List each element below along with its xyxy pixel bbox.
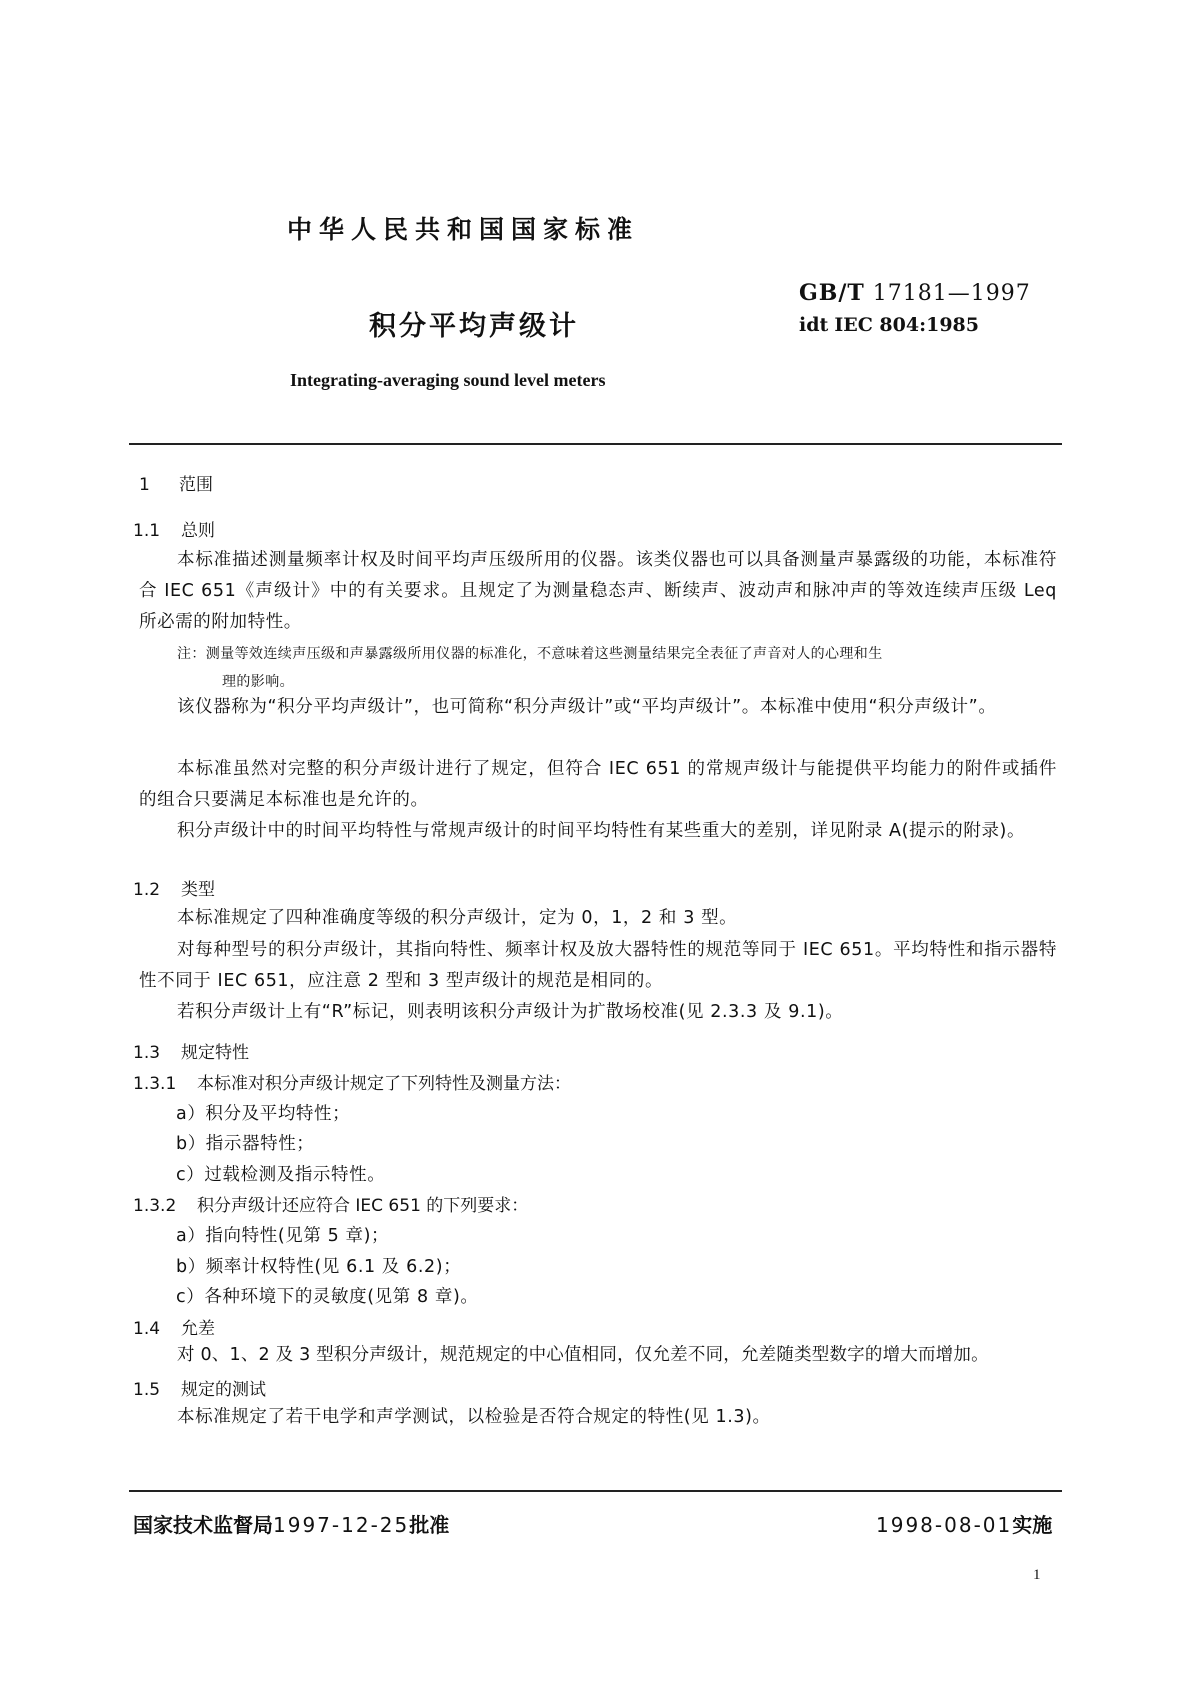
implementation-word: 实施 [1012, 1513, 1053, 1537]
list-item: a）指向特性(见第 5 章)； [176, 1226, 390, 1246]
section-heading-1-1 [133, 516, 215, 541]
paragraph: 本标准描述测量频率计权及时间平均声压级所用的仪器。该类仪器也可以具备测量声暴露级的功能，本标准符合 IEC 651《声级计》中的有关要求。且规定了为测量稳态声、断续声、波动声和脉冲声的等效连续声压级 Leq 所必需的附加特性。 [139, 550, 1057, 632]
list-item: a）积分及平均特性； [176, 1104, 351, 1124]
section-number: 1.4 [133, 1319, 161, 1339]
standard-number [799, 280, 1031, 306]
implementation-date: 1998-08-01 [876, 1513, 1013, 1537]
approval-line [133, 1509, 449, 1538]
standard-prefix: GB/T [799, 280, 865, 306]
section-heading-1-4 [133, 1314, 215, 1339]
section-title: 类型 [181, 880, 215, 900]
list-item: c）过载检测及指示特性。 [176, 1165, 386, 1185]
list-item: b）指示器特性； [176, 1134, 315, 1154]
paragraph: 该仪器称为“积分平均声级计”，也可简称“积分声级计”或“平均声级计”。本标准中使用“积分声级计”。 [177, 697, 997, 717]
section-title: 规定特性 [181, 1043, 249, 1063]
section-number: 1.3.1 [133, 1074, 177, 1094]
section-number: 1.3.2 [133, 1196, 177, 1216]
section-number: 1.5 [133, 1380, 161, 1400]
approval-org: 国家技术监督局 [133, 1513, 273, 1537]
approval-date: 1997-12-25 [273, 1513, 410, 1537]
idt-prefix: idt [799, 314, 829, 336]
section-title: 积分声级计还应符合 IEC 651 的下列要求： [197, 1196, 529, 1216]
section-title: 范围 [179, 475, 213, 495]
paragraph: 本标准规定了四种准确度等级的积分声级计，定为 0，1，2 和 3 型。 [177, 908, 738, 928]
paragraph: 对每种型号的积分声级计，其指向特性、频率计权及放大器特性的规范等同于 IEC 651。平均特性和指示器特性不同于 IEC 651，应注意 2 型和 3 型声级计的规范是相同的。 [139, 940, 1057, 991]
paragraph: 本标准虽然对完整的积分声级计进行了规定，但符合 IEC 651 的常规声级计与能提供平均能力的附件或插件的组合只要满足本标准也是允许的。 [139, 759, 1057, 810]
section-heading-1-3-1 [133, 1069, 571, 1094]
page-number: 1 [1033, 1567, 1041, 1583]
section-heading-1 [139, 470, 213, 495]
note-line: 理的影响。 [222, 674, 294, 690]
approval-word: 批准 [409, 1513, 450, 1537]
identical-standard [799, 314, 979, 336]
header-divider [129, 443, 1062, 445]
section-heading-1-3 [133, 1038, 249, 1063]
section-title: 本标准对积分声级计规定了下列特性及测量方法： [197, 1074, 571, 1094]
section-title: 允差 [181, 1319, 215, 1339]
section-heading-1-3-2 [133, 1191, 528, 1216]
section-heading-1-2 [133, 875, 215, 900]
paragraph: 若积分声级计上有“R”标记，则表明该积分声级计为扩散场校准(见 2.3.3 及 9.1)。 [177, 1002, 844, 1022]
national-standard-header: 中华人民共和国国家标准 [287, 215, 640, 244]
note-line: 注：测量等效连续声压级和声暴露级所用仪器的标准化，不意味着这些测量结果完全表征了声音对人的心理和生 [177, 646, 883, 662]
paragraph: 本标准规定了若干电学和声学测试，以检验是否符合规定的特性(见 1.3)。 [177, 1407, 771, 1427]
paragraph: 对 0、1、2 及 3 型积分声级计，规范规定的中心值相同，仅允差不同，允差随类型数字的增大而增加。 [177, 1345, 989, 1365]
section-title: 总则 [181, 521, 215, 541]
note [177, 640, 1057, 696]
paragraph: 积分声级计中的时间平均特性与常规声级计的时间平均特性有某些重大的差别，详见附录 A(提示的附录)。 [177, 821, 1026, 841]
list-item: c）各种环境下的灵敏度(见第 8 章)。 [176, 1287, 479, 1307]
footer-divider [129, 1490, 1062, 1492]
section-number: 1.2 [133, 880, 161, 900]
section-heading-1-5 [133, 1375, 266, 1400]
section-title: 规定的测试 [181, 1380, 266, 1400]
section-number: 1 [139, 475, 150, 495]
section-number: 1.3 [133, 1043, 161, 1063]
idt-standard-code: IEC 804:1985 [834, 314, 979, 336]
implementation-line [876, 1509, 1052, 1538]
list-item: b）频率计权特性(见 6.1 及 6.2)； [176, 1257, 462, 1277]
document-title-en: Integrating-averaging sound level meters [290, 370, 606, 390]
standard-code: 17181—1997 [872, 281, 1031, 306]
document-title-zh: 积分平均声级计 [369, 311, 579, 342]
section-number: 1.1 [133, 521, 161, 541]
